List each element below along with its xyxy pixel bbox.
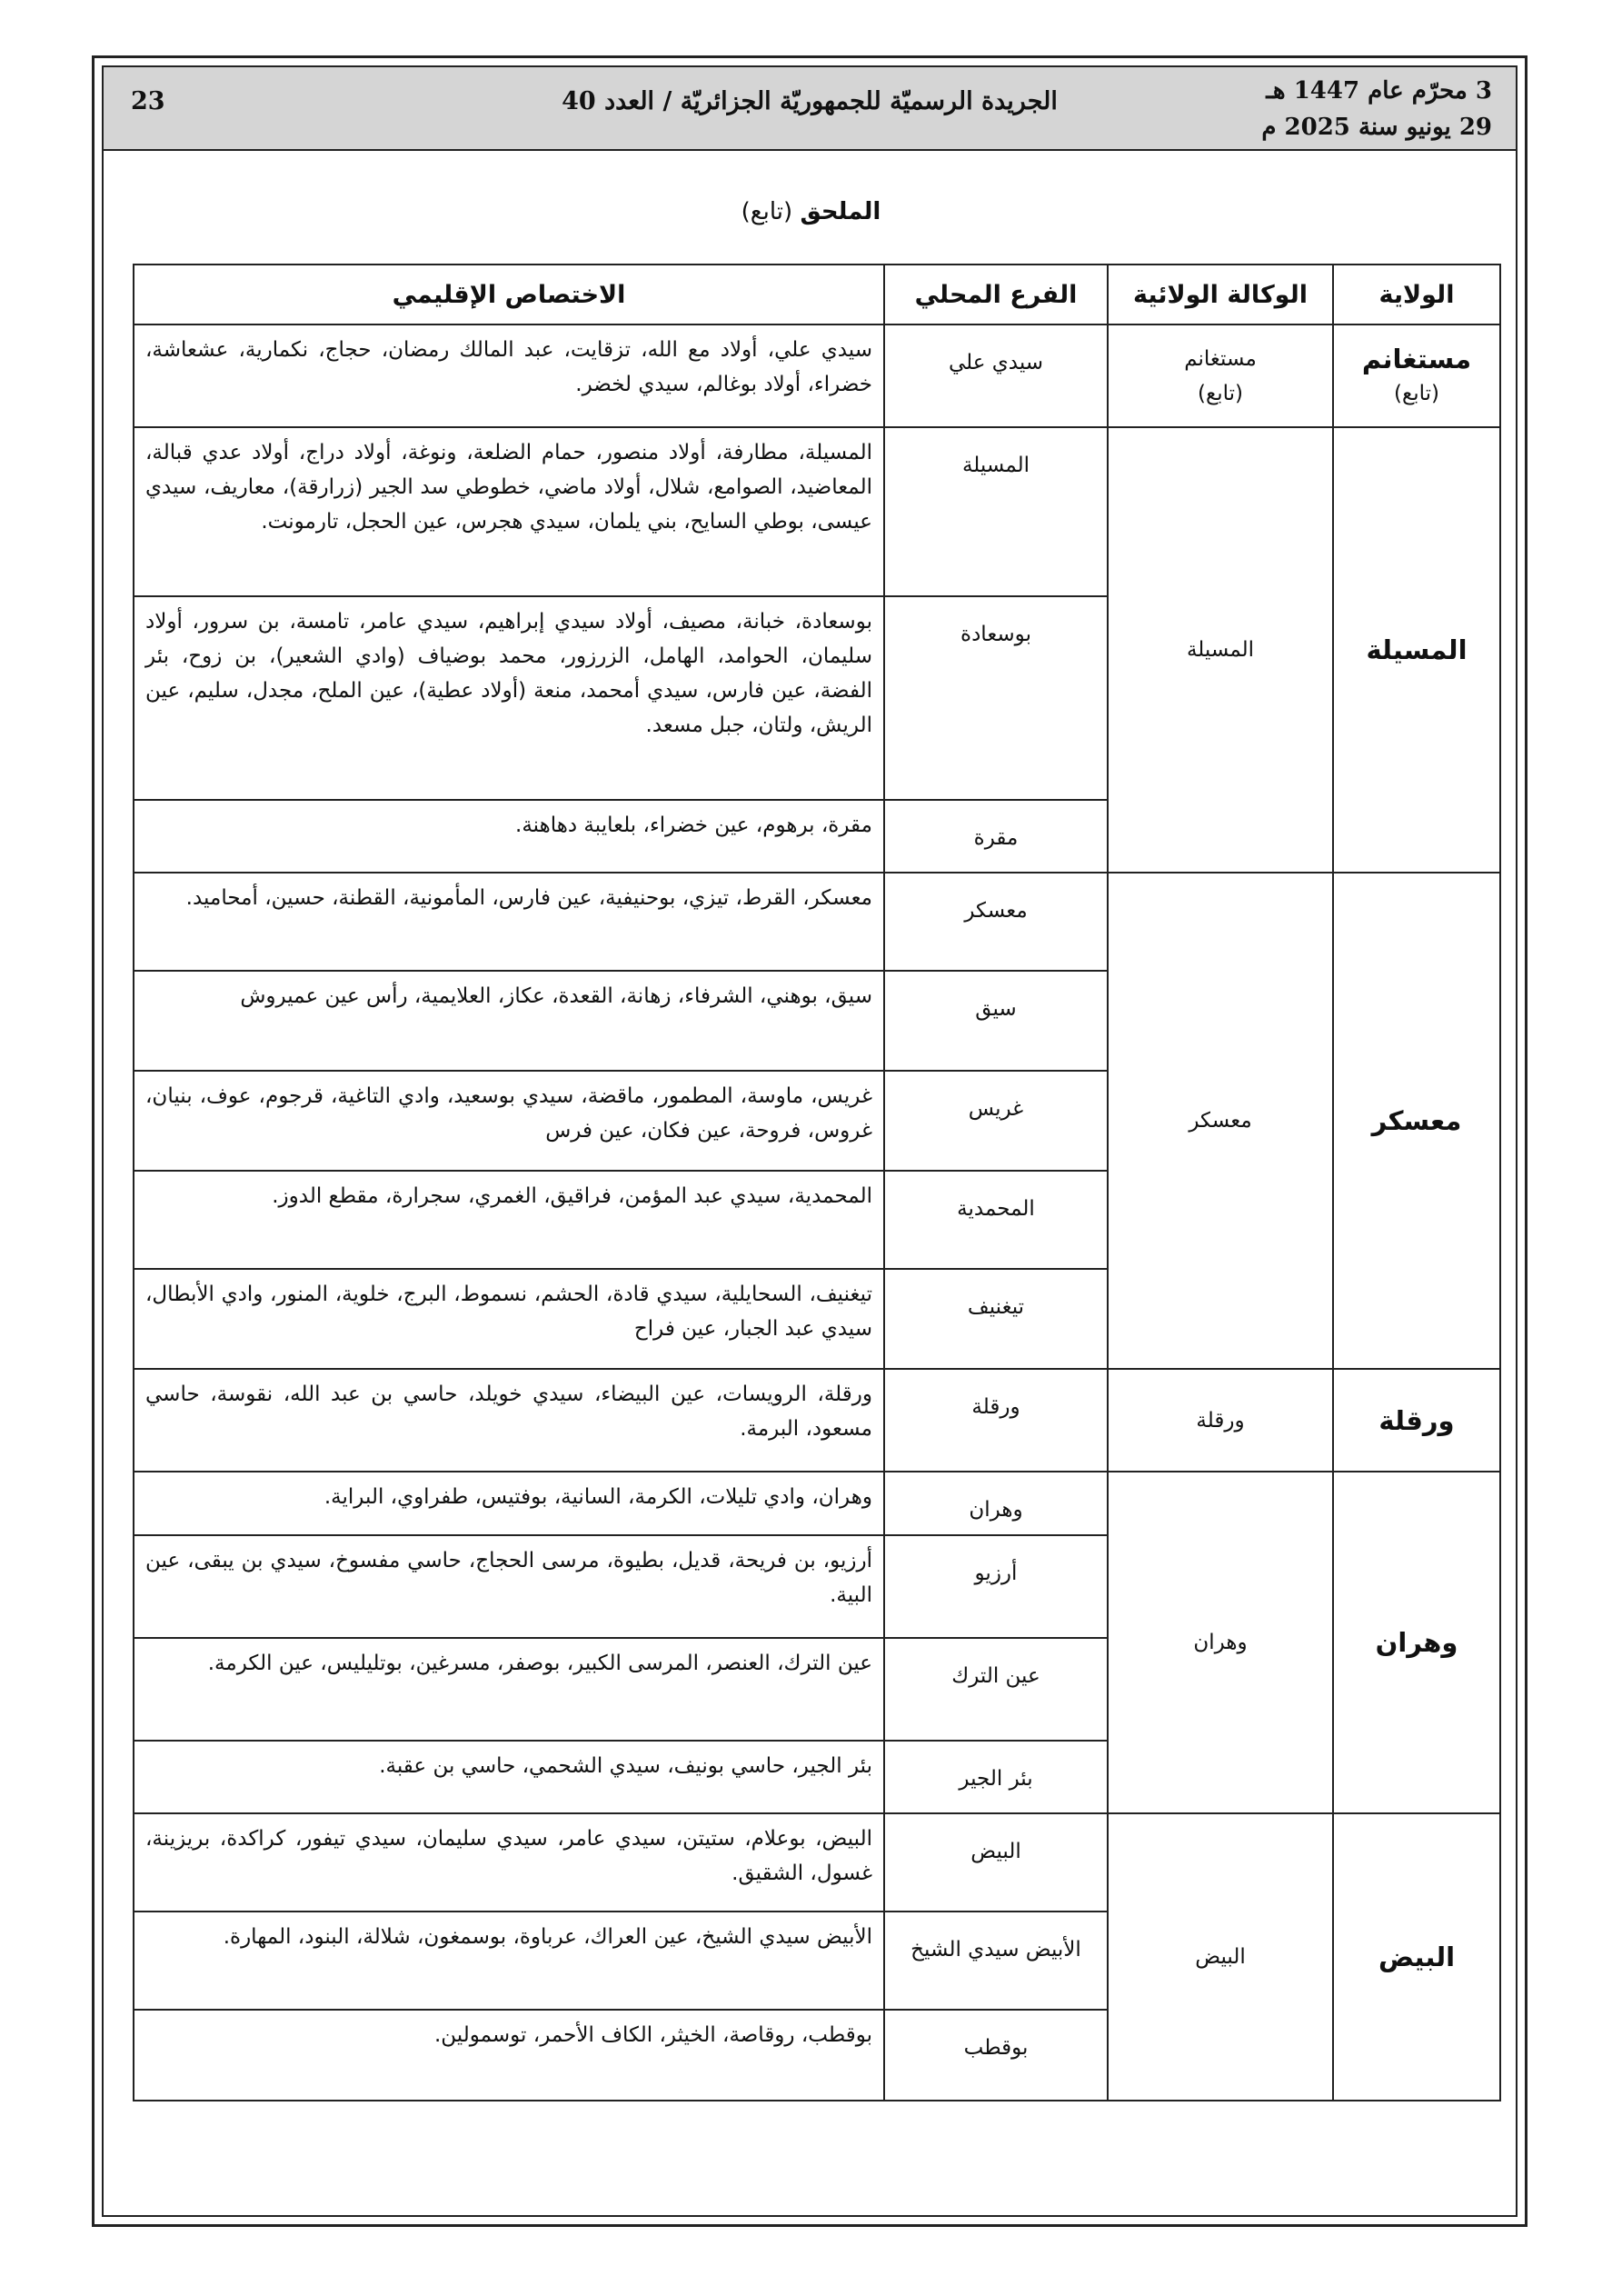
territorial-jurisdiction-table xyxy=(133,264,1501,2101)
wilaya-cell xyxy=(1333,873,1500,1369)
branch-cell: أرزيو xyxy=(884,1535,1108,1638)
branch-cell: الأبيض سيدي الشيخ xyxy=(884,1912,1108,2010)
agency-name: وهران xyxy=(1193,1631,1248,1654)
table-row xyxy=(134,427,1500,596)
wilaya-name: معسكر xyxy=(1371,1105,1462,1136)
scope-cell: بوقطب، روقاصة، الخيثر، الكاف الأحمر، توسمولين. xyxy=(134,2010,884,2101)
wilaya-name: البيض xyxy=(1378,1942,1456,1972)
wilaya-name: وهران xyxy=(1375,1627,1458,1658)
agency-name: المسيلة xyxy=(1186,638,1255,662)
branch-cell: تيغنيف xyxy=(884,1269,1108,1369)
branch-cell: بوقطب xyxy=(884,2010,1108,2101)
wilaya-cell xyxy=(1333,1369,1500,1472)
wilaya-cell xyxy=(1333,427,1500,873)
branch-cell: عين الترك xyxy=(884,1638,1108,1741)
wilaya-name: المسيلة xyxy=(1366,634,1468,665)
col-header-branch: الفرع المحلي xyxy=(884,265,1108,324)
annex-title: الملحق xyxy=(800,198,881,225)
col-header-scope: الاختصاص الإقليمي xyxy=(134,265,884,324)
scope-cell: عين الترك، العنصر، المرسى الكبير، بوصفر، مسرغين، بوتليليس، عين الكرمة. xyxy=(134,1638,884,1741)
branch-cell: معسكر xyxy=(884,873,1108,971)
scope-cell: الأبيض سيدي الشيخ، عين العراك، عرباوة، بوسمغون، شلالة، البنود، المهارة. xyxy=(134,1912,884,2010)
scope-cell: ورقلة، الرويسات، عين البيضاء، سيدي خويلد، حاسي بن عبد الله، نقوسة، حاسي مسعود، البرمة. xyxy=(134,1369,884,1472)
col-header-agency: الوكالة الولائية xyxy=(1108,265,1333,324)
table-body xyxy=(134,324,1500,2101)
scope-cell: معسكر، القرط، تيزي، بوحنيفية، عين فارس، المأمونية، القطنة، حسين، أمحاميد. xyxy=(134,873,884,971)
agency-cell xyxy=(1108,1813,1333,2101)
branch-cell: المحمدية xyxy=(884,1171,1108,1269)
agency-cell xyxy=(1108,324,1333,427)
branch-cell: ورقلة xyxy=(884,1369,1108,1472)
agency-cell xyxy=(1108,1369,1333,1472)
scope-cell: أرزيو، بن فريحة، قديل، بطيوة، مرسى الحجاج، حاسي مفسوخ، سيدي بن يبقى، عين البية. xyxy=(134,1535,884,1638)
table-row xyxy=(134,873,1500,971)
branch-cell: سيق xyxy=(884,971,1108,1071)
agency-cell xyxy=(1108,427,1333,873)
branch-cell: بوسعادة xyxy=(884,596,1108,800)
header-title: الجريدة الرسميّة للجمهوريّة الجزائريّة / العدد 40 xyxy=(562,87,1058,115)
page-number: 23 xyxy=(131,87,165,115)
annex-note: (تابع) xyxy=(741,198,793,225)
gazette-header xyxy=(104,67,1516,151)
wilaya-cell xyxy=(1333,1472,1500,1813)
table-row xyxy=(134,1369,1500,1472)
agency-name: ورقلة xyxy=(1196,1408,1245,1433)
agency-cell xyxy=(1108,1472,1333,1813)
annex-heading xyxy=(0,198,1622,225)
scope-cell: بئر الجير، حاسي بونيف، سيدي الشحمي، حاسي بن عقبة. xyxy=(134,1741,884,1813)
col-header-wilaya: الولاية xyxy=(1333,265,1500,324)
wilaya-name: ورقلة xyxy=(1378,1404,1455,1436)
wilaya-name: مستغانم xyxy=(1361,343,1472,374)
header-date-gregorian: 29 يونيو سنة 2025 م xyxy=(1261,114,1492,141)
scope-cell: سيق، بوهني، الشرفاء، زهانة، القعدة، عكاز، العلايمية، رأس عين عميروش xyxy=(134,971,884,1071)
table-row xyxy=(134,1472,1500,1535)
branch-cell: البيض xyxy=(884,1813,1108,1912)
header-date-hijri: 3 محرّم عام 1447 هـ xyxy=(1266,77,1492,105)
branch-cell: سيدي علي xyxy=(884,324,1108,427)
branch-cell: بئر الجير xyxy=(884,1741,1108,1813)
scope-cell: بوسعادة، خبانة، مصيف، أولاد سيدي إبراهيم، سيدي عامر، تامسة، بن سرور، أولاد سليمان، الحوامد، الهامل، الزرزور، محمد بوضياف (وادي الشعير)، بن زوح، بئر الفضة، عين فارس، سيدي أمحمد، منعة (أولاد عطية)، عين الملح، مجدل، سليم، عين الريش، ولتان، جبل مسعد. xyxy=(134,596,884,800)
agency-name: معسكر xyxy=(1189,1109,1252,1133)
table-row xyxy=(134,324,1500,427)
branch-cell: المسيلة xyxy=(884,427,1108,596)
agency-cell xyxy=(1108,873,1333,1369)
agency-name: مستغانم xyxy=(1184,346,1257,371)
wilaya-cell xyxy=(1333,324,1500,427)
scope-cell: غريس، ماوسة، المطمور، ماقضة، سيدي بوسعيد، وادي التاغية، قرجوم، عوف، بنيان، غروس، فروحة، عين فكان، عين فرس xyxy=(134,1071,884,1171)
wilaya-cell xyxy=(1333,1813,1500,2101)
agency-name: البيض xyxy=(1195,1945,1246,1969)
table-header-row xyxy=(134,265,1500,324)
agency-note: (تابع) xyxy=(1198,381,1243,405)
branch-cell: غريس xyxy=(884,1071,1108,1171)
table-row xyxy=(134,1813,1500,1912)
scope-cell: تيغنيف، السحايلية، سيدي قادة، الحشم، نسموط، البرج، خلوية، المنور، وادي الأبطال، سيدي عبد الجبار، عين فراح xyxy=(134,1269,884,1369)
scope-cell: المحمدية، سيدي عبد المؤمن، فراقيق، الغمري، سجرارة، مقطع الدوز. xyxy=(134,1171,884,1269)
scope-cell: المسيلة، مطارفة، أولاد منصور، حمام الضلعة، ونوغة، أولاد دراج، أولاد عدي قبالة، المعاضيد، الصوامع، شلال، أولاد ماضي، خطوطي سد الجير (زرارقة)، معاريف، سيدي عيسى، بوطي السايح، بني يلمان، سيدي هجرس، عين الحجل، تارمونت. xyxy=(134,427,884,596)
branch-cell: وهران xyxy=(884,1472,1108,1535)
scope-cell: وهران، وادي تليلات، الكرمة، السانية، بوفتيس، طفراوي، البراية. xyxy=(134,1472,884,1535)
scope-cell: مقرة، برهوم، عين خضراء، بلعايبة دهاهنة. xyxy=(134,800,884,873)
scope-cell: البيض، بوعلام، ستيتن، سيدي عامر، سيدي سليمان، سيدي تيفور، كراكدة، بريزينة، غسول، الشقيق. xyxy=(134,1813,884,1912)
wilaya-note: (تابع) xyxy=(1394,381,1439,405)
scope-cell: سيدي علي، أولاد مع الله، تزقايت، عبد المالك رمضان، حجاج، نكمارية، عشعاشة، خضراء، أولاد بوغالم، سيدي لخضر. xyxy=(134,324,884,427)
branch-cell: مقرة xyxy=(884,800,1108,873)
